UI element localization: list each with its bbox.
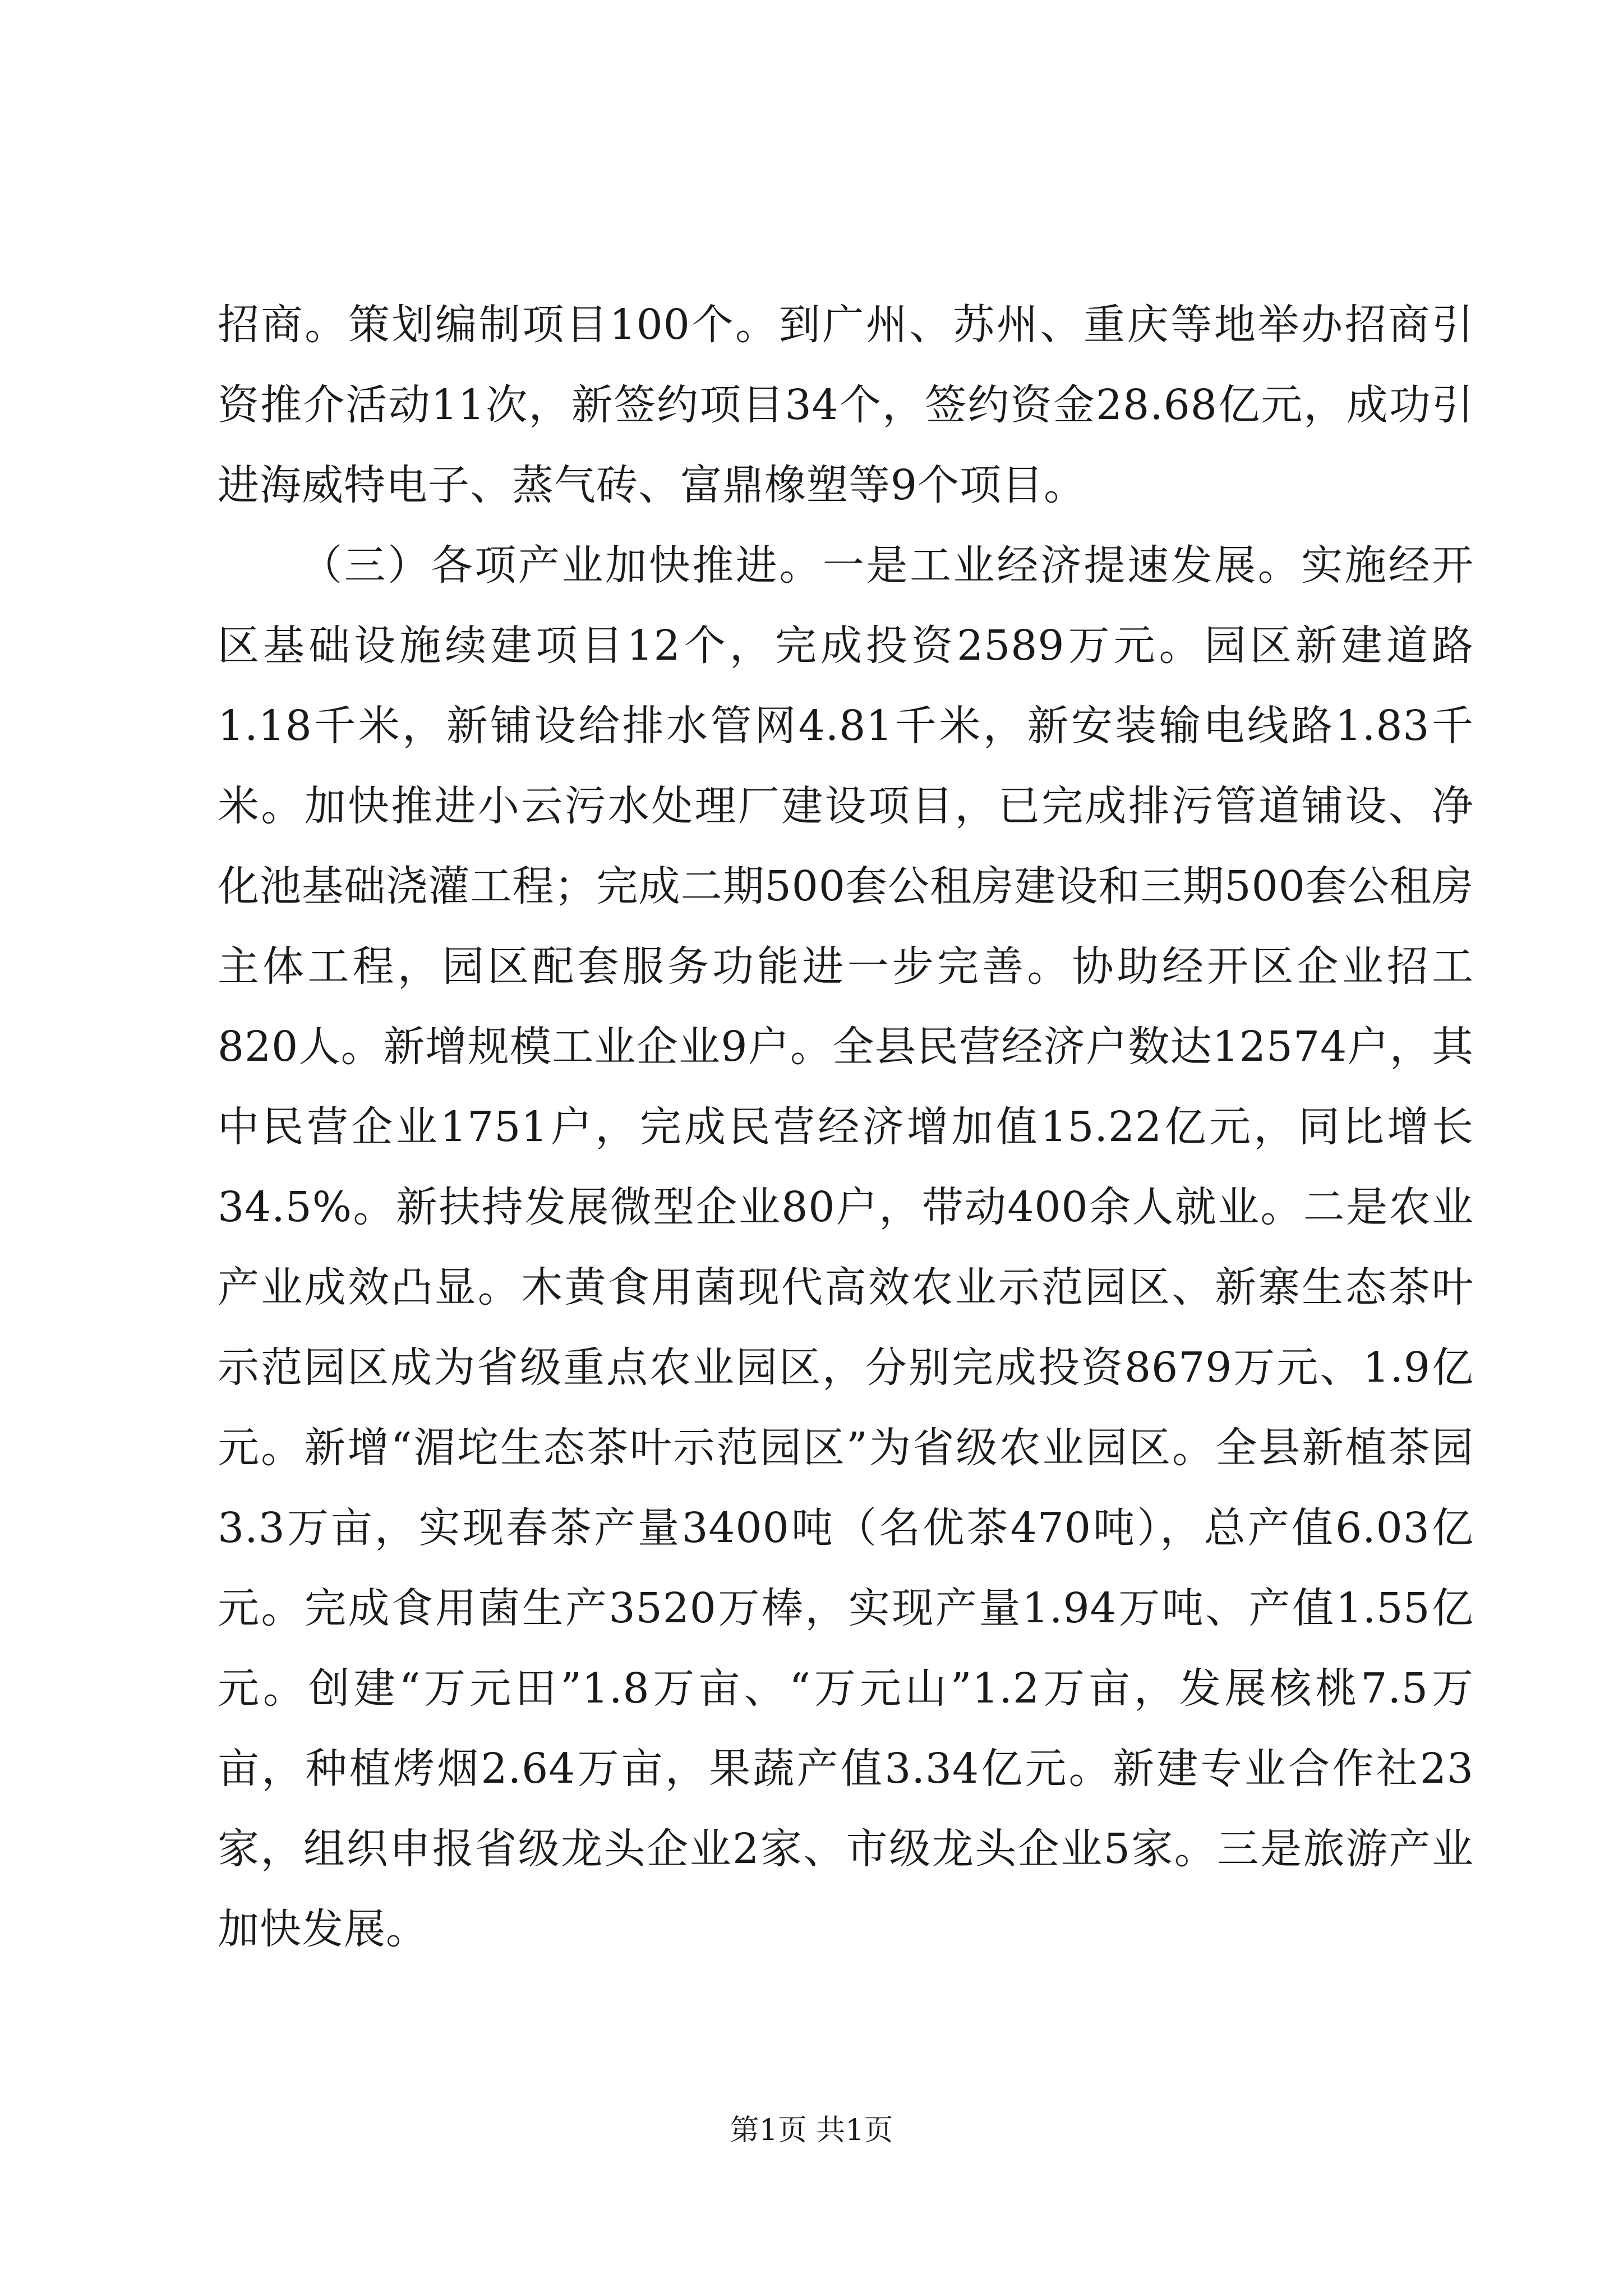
page-footer: 第1页 共1页 <box>730 2114 893 2147</box>
paragraph-industries: （三）各项产业加快推进。一是工业经济提速发展。实施经开区基础设施续建项目12个，完成投资2589万元。园区新建道路1.18千米，新铺设给排水管网4.81千米，新安装输电线路1.83千米。加快推进小云污水处理厂建设项目，已完成排污管道铺设、净化池基础浇灌工程；完成二期500套公租房建设和三期500套公租房主体工程，园区配套服务功能进一步完善。协助经开区企业招工820人。新增规模工业企业9户。全县民营经济户数达12574户，其中民营企业1751户，完成民营经济增加值15.22亿元，同比增长34.5%。新扶持发展微型企业80户，带动400余人就业。二是农业产业成效凸显。木黄食用菌现代高效农业示范园区、新寨生态茶叶示范园区成为省级重点农业园区，分别完成投资8679万元、1.9亿元。新增“湄坨生态茶叶示范园区”为省级农业园区。全县新植茶园3.3万亩，实现春茶产量3400吨（名优茶470吨），总产值6.03亿元。完成食用菌生产3520万棒，实现产量1.94万吨、产值1.55亿元。创建“万元田”1.8万亩、“万元山”1.2万亩，发展核桃7.5万亩，种植烤烟2.64万亩，果蔬产值3.34亿元。新建专业合作社23家，组织申报省级龙头企业2家、市级龙头企业5家。三是旅游产业加快发展。 <box>218 541 1474 1953</box>
paragraph-investment: 招商。策划编制项目100个。到广州、苏州、重庆等地举办招商引资推介活动11次，新签约项目34个，签约资金28.68亿元，成功引进海威特电子、蒸气砖、富鼎橡塑等9个项目。 <box>218 301 1474 509</box>
document-body <box>218 285 1474 1970</box>
